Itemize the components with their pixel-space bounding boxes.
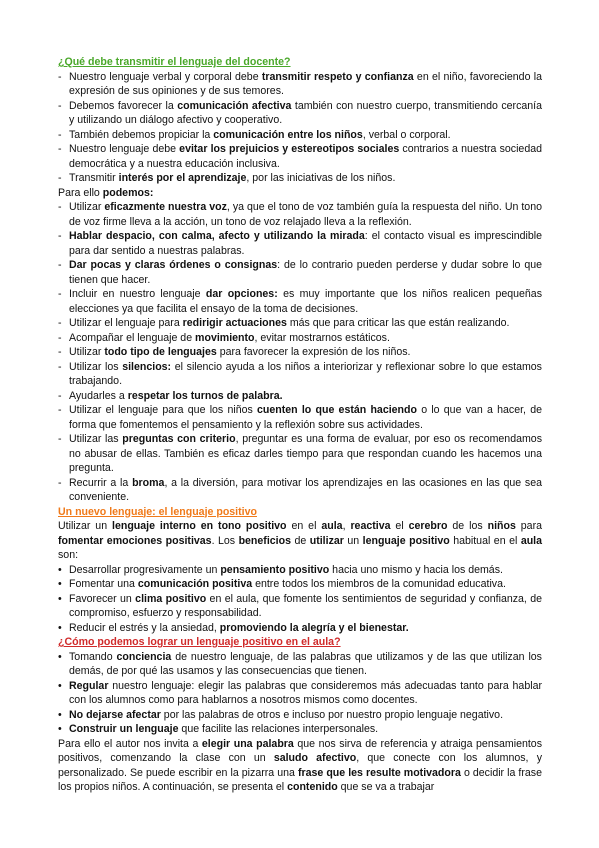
text-run: Utilizar [69,201,105,213]
bold-text: Hablar despacio, con calma, afecto y utilizando la mirada [69,230,365,242]
text-run: contrarios a nuestra sociedad democrática y a nuestra educación inclusiva. [69,143,542,170]
bold-text: beneficios [238,534,291,547]
list-item [58,171,542,186]
list-item [58,331,542,346]
text-run: Ayudarles a [69,389,128,402]
text-run: o decidir la frase los propios niños. A continuación, se presenta el [58,766,542,793]
bullet-marker: - [58,389,62,402]
text-run: más que para criticar las que están realizando. [286,317,510,329]
bullet-marker: - [58,476,62,489]
text-run: que facilite las relaciones interpersonales. [178,723,379,735]
bold-text: saludo afectivo [273,752,357,764]
bold-text: todo tipo de lenguajes [104,346,217,358]
list-item [58,128,542,143]
bold-text: niños [487,520,516,532]
bullet-marker: - [58,331,62,344]
text-run: de nuestro lenguaje, de las palabras que utilizamos y de las que utilizan los demás, de por qué las usamos y las consecuencias que tienen. [69,650,542,677]
bold-text: Construir un lenguaje [69,723,179,735]
text-run: en el aula, que fomente los sentimientos de seguridad y confianza, de compromiso, esfuerzo y responsabilidad. [69,592,542,619]
bold-text: transmitir respeto y confianza [261,70,414,83]
bullet-marker: • [58,592,62,605]
bold-text: No dejarse afectar [69,708,161,721]
paragraph [58,186,542,201]
bullet-marker: • [58,650,62,663]
bold-text: fomentar emociones positivas [58,534,212,547]
text-run: Utilizar [69,346,105,358]
text-run: que se va a trabajar [337,781,435,793]
text-run: Utilizar los [69,360,123,373]
list-item [58,258,542,287]
text-run: de los [447,520,488,532]
text-run: Recurrir a la [69,476,133,489]
list-item [58,200,542,229]
bold-text: silencios: [122,360,172,373]
text-run: para [515,520,542,532]
text-run: También debemos propiciar la [69,128,214,141]
bold-text: cerebro [408,520,448,532]
text-run: , que conecte con los alumnos, y personalizado. Se puede escribir en la pizarra una [58,752,542,779]
list-item [58,345,542,360]
bullet-marker: - [58,433,62,445]
list-item [58,99,542,128]
text-run: son: [58,549,79,561]
text-run: el silencio ayuda a los niños a interiorizar y reflexionar sobre lo que estamos trabajando. [69,360,542,387]
bullet-marker: - [58,288,62,300]
bold-text: interés por el aprendizaje [118,172,247,184]
bold-text: eficazmente nuestra voz [104,201,227,213]
bullet-marker: - [58,360,62,373]
list-item [58,476,542,505]
bullet-marker: • [58,621,62,634]
bullet-marker: • [58,723,62,735]
text-run: o lo que van a hacer, de forma que fomentemos el pensamiento y la reflexión sobre sus actividades. [69,404,542,431]
text-run: Utilizar el lenguaje para que los niños [69,404,258,416]
text-run: Transmitir [69,172,119,184]
text-run: en el niño, favoreciendo la expresión de sus opiniones y de sus temores. [69,70,542,97]
text-run: Nuestro lenguaje verbal y corporal debe [69,70,262,83]
list-item [58,229,542,258]
list-item [58,722,542,737]
bullet-list [58,200,542,505]
text-run: Acompañar el lenguaje de [69,331,196,344]
text-run: nuestro lenguaje: elegir las palabras que consideremos más adecuadas tanto para hablar con los alumnos como para hablarnos a nosotros mismos como docentes. [69,679,542,706]
bold-text: cuenten lo que están haciendo [257,404,417,416]
bullet-marker: - [58,172,62,184]
text-run: el [390,520,409,532]
bold-text: contenido [287,781,338,793]
text-run: Utilizar un [58,520,113,532]
bold-text: respetar los turnos de palabra. [127,389,283,402]
bold-text: lenguaje interno en tono positivo [112,520,287,532]
text-run: Tomando [69,650,117,663]
list-item [58,708,542,723]
list-item [58,577,542,592]
bullet-marker: - [58,346,62,358]
paragraph [58,737,542,795]
text-run: también con nuestro cuerpo, transmitiendo cercanía y utilizando un diálogo afectivo y cooperativo. [69,99,543,126]
text-run: para favorecer la expresión de los niños. [216,346,411,358]
list-item [58,679,542,708]
bullet-marker: - [58,99,62,112]
bullet-marker: - [58,230,62,242]
list-item [58,142,542,171]
text-run: habitual en el [449,534,521,547]
text-run: , a la diversión, para motivar los aprendizajes en las ocasiones en las que sea conveniente. [69,476,543,503]
bold-text: Regular [69,679,109,692]
bullet-marker: • [58,708,62,721]
bold-text: elegir una palabra [201,737,294,750]
bold-text: promoviendo la alegría y el bienestar. [219,621,409,634]
bold-text: clima positivo [135,592,207,605]
bold-text: Dar pocas y claras órdenes o consignas [69,259,278,271]
text-run: Desarrollar progresivamente un [69,563,221,576]
bold-text: frase que les resulte motivadora [297,766,461,779]
bullet-marker: - [58,201,62,213]
text-run: Para ello [58,186,103,199]
bullet-marker: - [58,259,62,271]
text-run: Debemos favorecer la [69,99,178,112]
text-run: Utilizar las [69,433,123,445]
list-item [58,287,542,316]
section-heading: ¿Cómo podemos lograr un lenguaje positivo en el aula? [58,636,341,648]
bullet-list [58,563,542,636]
text-run: hacia uno mismo y hacia los demás. [329,563,503,576]
bullet-marker: - [58,70,62,83]
bullet-marker: • [58,578,62,590]
section-heading: ¿Qué debe transmitir el lenguaje del docente? [58,56,291,68]
list-item [58,432,542,476]
bold-text: evitar los prejuicios y estereotipos sociales [179,143,400,155]
text-run: de [290,534,310,547]
text-run: Nuestro lenguaje debe [69,143,180,155]
list-item [58,403,542,432]
bold-text: conciencia [116,650,172,663]
text-run: Reducir el estrés y la ansiedad, [69,621,220,634]
list-item [58,650,542,679]
bold-text: redirigir actuaciones [182,317,287,329]
list-item [58,389,542,404]
bold-text: comunicación entre los niños [213,128,363,141]
text-run: Incluir en nuestro lenguaje [69,288,206,300]
bullet-marker: - [58,143,62,155]
bold-text: utilizar [309,534,344,547]
list-item [58,592,542,621]
bold-text: comunicación afectiva [177,99,292,112]
bold-text: comunicación positiva [137,578,253,590]
list-item [58,316,542,331]
bold-text: aula [321,520,343,532]
bold-text: podemos: [102,186,154,199]
list-item [58,360,542,389]
text-run: , evitar mostrarnos estáticos. [254,331,390,344]
list-item [58,563,542,578]
text-run: , verbal o corporal. [362,128,451,141]
paragraph [58,519,542,563]
bullet-marker: • [58,679,62,692]
text-run: que nos sirva de referencia y atraiga pensamientos positivos, comenzando la clase con un [58,737,542,764]
bold-text: lenguaje positivo [362,534,450,547]
section-heading: Un nuevo lenguaje: el lenguaje positivo [58,505,257,518]
bold-text: movimiento [195,331,255,344]
bullet-marker: - [58,404,62,416]
text-run: : de lo contrario pueden perderse y dudar sobre lo que tienen que hacer. [69,259,542,286]
text-run: , ya que el tono de voz también guía la respuesta del niño. Un tono de voz firme lleva a la acción, un tono de voz relajado lleva a la reflexión. [69,201,542,228]
text-run: es muy importante que los niños realicen pequeñas elecciones ya que facilita el ensayo de la toma de decisiones. [69,288,542,315]
bold-text: reactiva [350,520,391,532]
list-item [58,70,542,99]
bold-text: preguntas con criterio [122,433,236,445]
bold-text: dar opciones: [205,288,278,300]
text-run: Utilizar el lenguaje para [69,317,183,329]
bullet-list [58,650,542,737]
text-run: Fomentar una [69,578,138,590]
list-item [58,621,542,636]
bullet-list [58,70,542,186]
text-run: Para ello el autor nos invita a [58,737,202,750]
text-run: : el contacto visual es imprescindible para dar sentido a nuestras palabras. [69,230,542,257]
text-run: , [342,520,351,532]
text-run: en el [286,520,322,532]
bullet-marker: - [58,317,62,329]
text-run: , por las iniciativas de los niños. [246,172,396,184]
bold-text: broma [132,476,165,489]
text-run: por las palabras de otros e incluso por nuestro propio lenguaje negativo. [160,708,504,721]
text-run: entre todos los miembros de la comunidad educativa. [252,578,506,590]
text-run: , preguntar es una forma de evaluar, por eso os recomendamos no abusar de ellas. También es eficaz darles tiempo para que respondan cuando les hacemos una pregunta. [69,433,542,474]
bullet-marker: • [58,563,62,576]
text-run: . Los [211,534,239,547]
bold-text: pensamiento positivo [220,563,330,576]
document-page [58,55,542,795]
bold-text: aula [520,534,543,547]
text-run: un [343,534,363,547]
bullet-marker: - [58,128,62,141]
text-run: Favorecer un [69,592,136,605]
